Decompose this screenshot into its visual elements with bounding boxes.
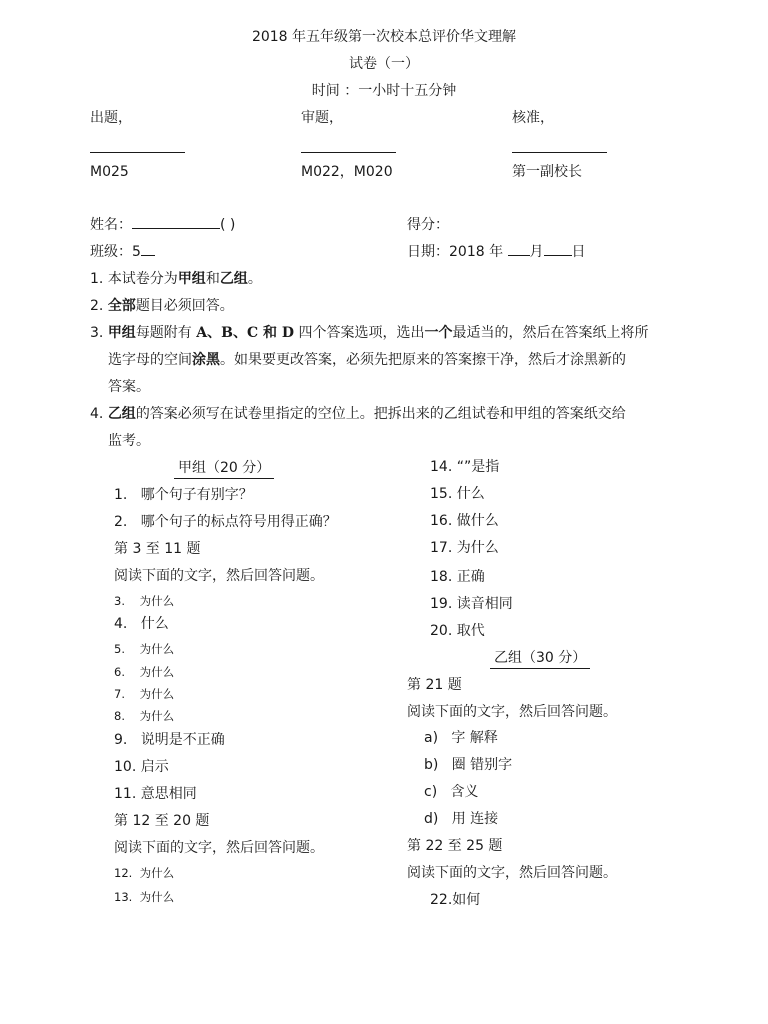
question-10: 10. 启示 [114, 759, 169, 775]
approver-signature-line [512, 140, 607, 153]
date-label: 日期：2018 年 [407, 244, 504, 260]
name-label: 姓名： [90, 217, 132, 233]
exam-duration: 时间 ：一小时十五分钟 [311, 83, 457, 99]
section-b-heading: 乙组（30 分） [490, 649, 590, 669]
reviewer-value: M022，M020 [301, 164, 393, 180]
question-4: 4. 什么 [114, 616, 169, 632]
reviewer-signature-line [301, 140, 396, 153]
instruction-4-line-2: 监考。 [108, 433, 150, 449]
date-field[interactable] [407, 243, 586, 261]
question-20: 20. 取代 [430, 623, 485, 639]
question-12: 12. 为什么 [114, 866, 175, 880]
class-blank[interactable] [141, 243, 155, 256]
instruction-2: 2. 全部题目必须回答。 [90, 298, 234, 314]
day-label: 日 [571, 244, 586, 260]
approver-label: 核准， [512, 110, 554, 126]
question-2: 2. 哪个句子的标点符号用得正确？ [114, 514, 337, 530]
question-18: 18. 正确 [430, 569, 485, 585]
question-21b: b) 圈 错别字 [424, 757, 513, 773]
question-11: 11. 意思相同 [114, 786, 197, 802]
section-a-range-1: 第 3 至 11 题 [114, 541, 201, 557]
setter-value: M025 [90, 164, 129, 180]
day-blank[interactable] [544, 243, 572, 256]
instruction-3-line-3: 答案。 [108, 379, 150, 395]
section-a-heading: 甲组（20 分） [174, 459, 274, 479]
section-b-range-1: 第 21 题 [407, 677, 462, 693]
question-1: 1. 哪个句子有别字？ [114, 487, 253, 503]
instruction-1: 1. 本试卷分为甲组和乙组。 [90, 271, 262, 287]
instruction-4: 4. 乙组的答案必须写在试卷里指定的空位上。把拆出来的乙组试卷和甲组的答案纸交给 [90, 406, 626, 422]
setter-signature-line [90, 140, 185, 153]
question-7: 7. 为什么 [114, 687, 175, 701]
name-field[interactable] [90, 216, 235, 234]
section-b-read-1: 阅读下面的文字，然后回答问题。 [407, 704, 617, 720]
month-label: 月 [529, 244, 544, 260]
question-21a: a) 字 解释 [424, 730, 498, 746]
question-3: 3. 为什么 [114, 594, 175, 608]
class-label: 班级：5 [90, 244, 141, 260]
section-b-read-2: 阅读下面的文字，然后回答问题。 [407, 865, 617, 881]
section-a-range-2: 第 12 至 20 题 [114, 813, 210, 829]
question-5: 5. 为什么 [114, 642, 175, 656]
section-a-read-1: 阅读下面的文字，然后回答问题。 [114, 568, 324, 584]
instruction-3: 3. 甲组每题附有 A、B、C 和 D 四个答案选项，选出一个最适当的，然后在答案纸上将所 [90, 325, 649, 341]
class-field[interactable] [90, 243, 155, 261]
name-suffix: ( ) [220, 217, 236, 233]
question-17: 17. 为什么 [430, 540, 499, 556]
name-blank[interactable] [132, 216, 220, 229]
question-13: 13. 为什么 [114, 890, 175, 904]
approver-value: 第一副校长 [512, 164, 582, 180]
question-21d: d) 用 连接 [424, 811, 499, 827]
question-9: 9. 说明是不正确 [114, 732, 225, 748]
question-8: 8. 为什么 [114, 709, 175, 723]
month-blank[interactable] [508, 243, 530, 256]
setter-label: 出题， [90, 110, 132, 126]
section-a-read-2: 阅读下面的文字，然后回答问题。 [114, 840, 324, 856]
question-16: 16. 做什么 [430, 513, 499, 529]
question-19: 19. 读音相同 [430, 596, 513, 612]
instruction-3-line-2: 选字母的空间涂黑。如果要更改答案，必须先把原来的答案擦干净，然后才涂黑新的 [108, 352, 626, 368]
question-22: 22.如何 [430, 892, 481, 908]
score-label: 得分： [407, 217, 449, 233]
question-14: 14. “”是指 [430, 459, 500, 475]
question-6: 6. 为什么 [114, 665, 175, 679]
question-21c: c) 含义 [424, 784, 479, 800]
paper-title: 2018 年五年级第一次校本总评价华文理解 [251, 29, 517, 45]
reviewer-label: 审题， [301, 110, 343, 126]
question-15: 15. 什么 [430, 486, 485, 502]
section-b-range-2: 第 22 至 25 题 [407, 838, 503, 854]
paper-subtitle: 试卷（一） [349, 56, 419, 72]
